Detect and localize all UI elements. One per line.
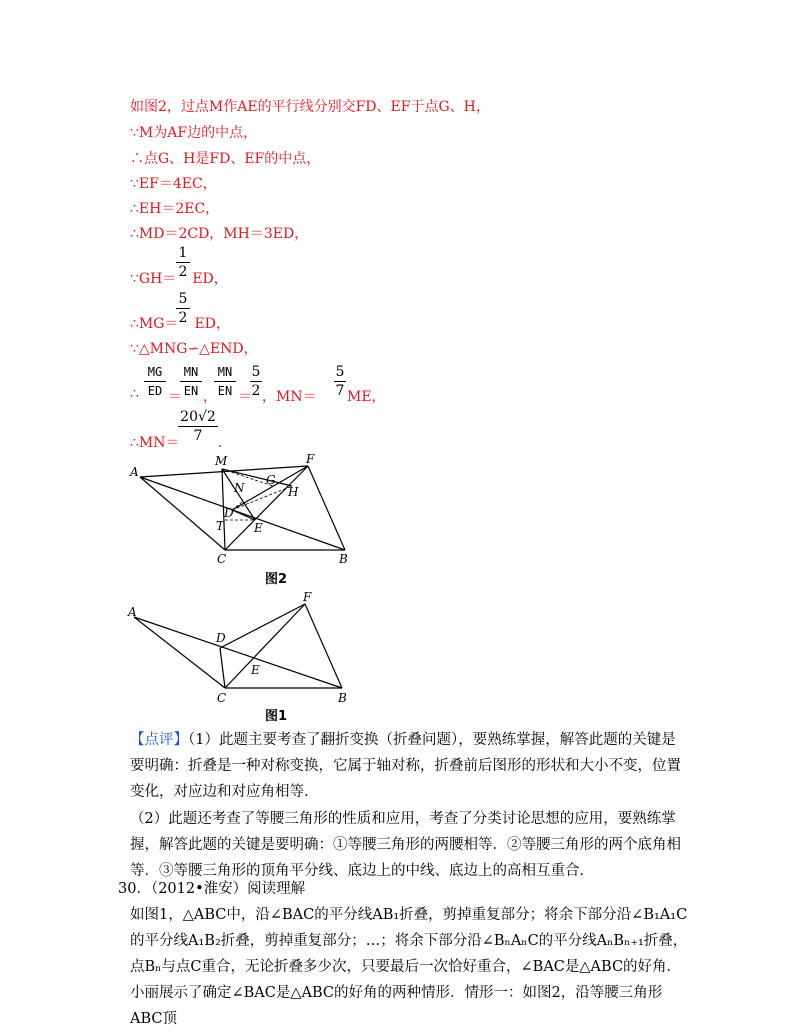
solution-line-9: ∵△MNG∽△END， <box>130 341 258 357</box>
line8-prefix: ∴MG＝ <box>130 316 179 332</box>
edge-a-b <box>134 617 342 688</box>
fraction-denominator: 7 <box>335 383 345 399</box>
label-h: H <box>288 485 299 499</box>
fraction-denominator: EN <box>183 384 199 398</box>
label-b: B <box>338 691 347 705</box>
label-d: D <box>216 631 226 645</box>
label-d: D <box>224 506 234 520</box>
fraction-numerator: 5 <box>251 364 261 380</box>
figure-1-caption: 图1 <box>265 709 288 724</box>
fraction-numerator: MN <box>217 365 233 379</box>
label-t: T <box>216 519 225 533</box>
fraction-five-sevenths <box>334 363 346 400</box>
equals-sign: ＝ <box>168 389 182 405</box>
problem-30-heading <box>118 876 678 902</box>
label-b: B <box>339 552 348 566</box>
label-c: C <box>217 691 227 705</box>
edge-f-c <box>225 604 305 688</box>
fraction-mn-en-2 <box>214 363 236 400</box>
fraction-mn-en <box>180 363 202 400</box>
label-m: M <box>215 454 228 468</box>
solution-line-5: ∴EH＝2EC， <box>130 201 220 217</box>
fraction-answer <box>178 408 218 445</box>
problem-30-body-2: 小丽展示了确定∠BAC是△ABC的好角的两种情形．情形一：如图2，沿等腰三角形ABC顶 <box>130 985 663 1027</box>
solution-line-11-prefix: ∴MN＝ <box>130 435 180 451</box>
label-e: E <box>254 521 263 535</box>
edge-f-b <box>305 604 342 688</box>
label-n: N <box>234 481 245 495</box>
equals-sign-2: ＝ <box>238 389 252 405</box>
figure-2 <box>120 450 370 570</box>
edge-a-c <box>134 617 225 688</box>
figure-1 <box>120 590 370 710</box>
review-paragraph-1 <box>130 727 690 805</box>
fraction-one-half <box>176 244 190 281</box>
review-paragraph-2: （2）此题还考查了等腰三角形的性质和应用，考查了分类讨论思想的应用，要熟练掌握，解答此题的关键是要明确：①等腰三角形的两腰相等．②等腰三角形的两个底角相等．③等腰三角形的顶角平分线、底边上的中线、底边上的高相互重合． <box>130 811 681 879</box>
label-e: E <box>251 663 260 677</box>
solution-line-10-mid: ，MN＝ <box>262 389 317 405</box>
fraction-numerator: MN <box>183 365 199 379</box>
figure-2-caption: 图2 <box>265 572 288 587</box>
fraction-numerator: 1 <box>178 245 188 261</box>
line8-suffix: ED， <box>194 316 230 332</box>
solution-line-3: ∴点G、H是FD、EF的中点， <box>130 151 321 167</box>
solution-line-4: ∵EF＝4EC， <box>130 176 217 192</box>
label-c: C <box>217 552 227 566</box>
fraction-numerator: 20√2 <box>180 409 216 425</box>
fraction-numerator: MG <box>147 365 163 379</box>
fraction-numerator: 5 <box>335 364 345 380</box>
fraction-denominator: 2 <box>251 383 261 399</box>
fraction-mg-ed <box>144 363 166 400</box>
fraction-denominator: 2 <box>178 310 188 326</box>
solution-line-2: ∵M为AF边的中点， <box>130 125 258 141</box>
comma: ， <box>203 389 217 405</box>
label-g: G <box>266 473 276 487</box>
line7-prefix: ∵GH＝ <box>130 271 177 287</box>
edge-f-b <box>308 466 345 550</box>
problem-number: 30． <box>118 881 151 897</box>
solution-line-10-suffix: ME， <box>347 389 386 405</box>
edge-a-c <box>140 477 225 550</box>
label-f: F <box>303 590 312 604</box>
solution-line-6: ∴MD＝2CD，MH＝3ED， <box>130 226 309 242</box>
edge-d-c <box>220 648 225 688</box>
label-f: F <box>306 452 315 466</box>
fraction-five-halves-2 <box>250 363 262 400</box>
solution-line-1: 如图2，过点M作AE的平行线分别交FD、EF于点G、H， <box>130 99 490 115</box>
fraction-denominator: EN <box>217 384 233 398</box>
fraction-denominator: 2 <box>178 264 188 280</box>
label-a: A <box>128 605 137 619</box>
review-tag: 【点评】 <box>130 732 188 748</box>
fraction-denominator: ED <box>147 384 163 398</box>
fraction-five-halves <box>176 290 190 327</box>
edge-m-h <box>222 469 292 486</box>
solution-line-10-prefix: ∴ <box>130 386 139 402</box>
problem-heading: （2012•淮安）阅读理解 <box>150 881 306 897</box>
fraction-denominator: 7 <box>193 428 203 444</box>
solution-line-11-suffix: ． <box>218 435 232 451</box>
line7-suffix: ED， <box>192 271 228 287</box>
review-text-1: （1）此题主要考查了翻折变换（折叠问题），要熟练掌握，解答此题的关键是要明确：折叠是一种对称变换，它属于轴对称，折叠前后图形的形状和大小不变，位置变化，对应边和对应角相等． <box>130 732 681 800</box>
fraction-numerator: 5 <box>178 291 188 307</box>
problem-30-body: 如图1，△ABC中，沿∠BAC的平分线AB₁折叠，剪掉重复部分；将余下部分沿∠B₁A₁C的平分线A₁B₂折叠，剪掉重复部分；…；将余下部分沿∠BₙAₙC的平分线AₙBₙ₊₁折叠，点Bₙ与点C重合，无论折叠多少次，只要最后一次恰好重合，∠BAC是△ABC的好角． <box>130 907 688 975</box>
label-a: A <box>130 465 139 479</box>
edge-f-d <box>220 604 305 648</box>
